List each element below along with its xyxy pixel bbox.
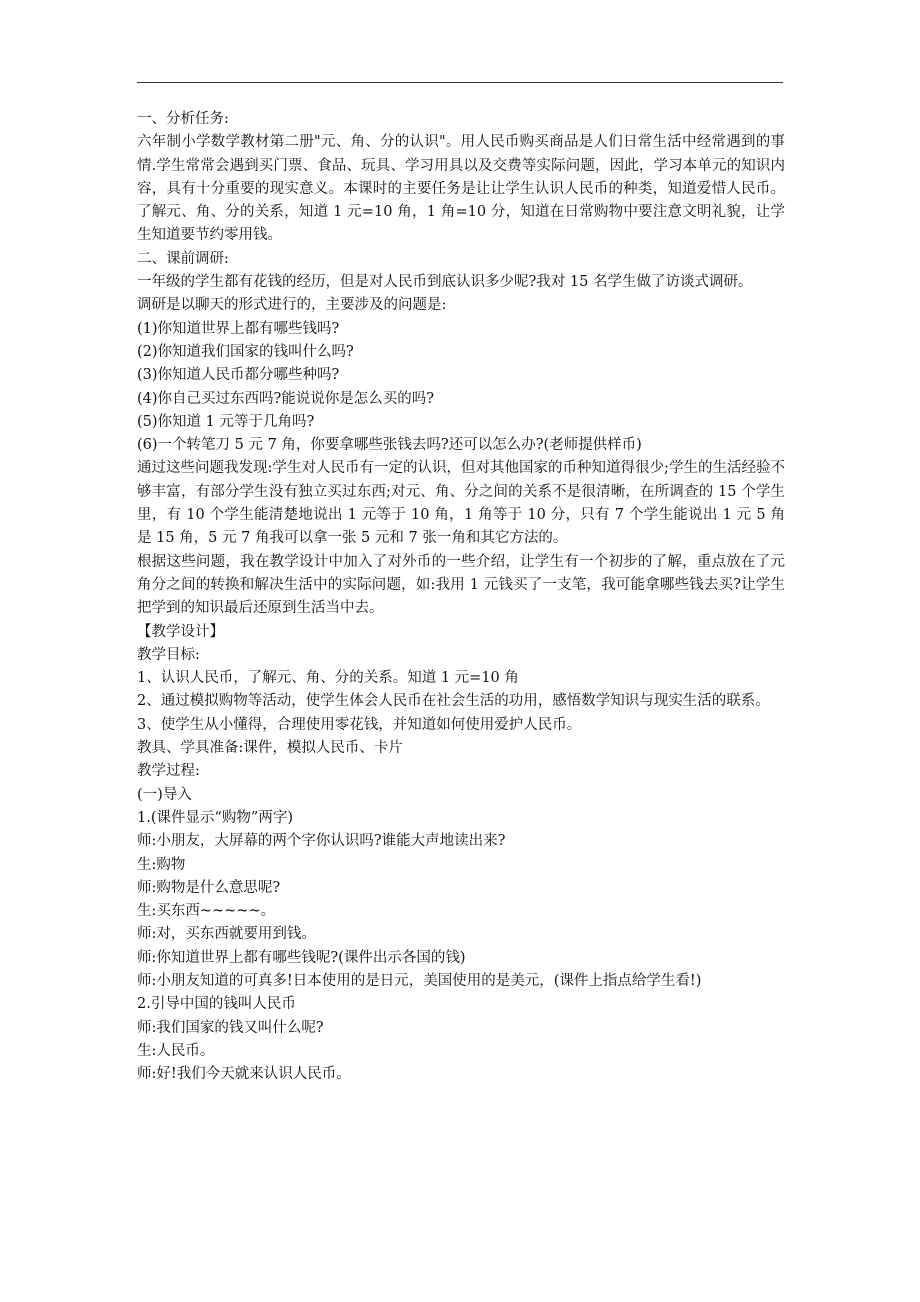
survey-intro-paragraph: 一年级的学生都有花钱的经历，但是对人民币到底认识多少呢?我对 15 名学生做了访谈式调研。 xyxy=(137,274,753,291)
section-heading-analysis: 一、分析任务: xyxy=(137,111,229,127)
dialogue-line: 师:我们国家的钱又叫什么呢? xyxy=(137,1019,324,1036)
goal-item: 1、认识人民币，了解元、角、分的关系。知道 1 元=10 角 xyxy=(137,670,519,687)
dialogue-line: 师:对，买东西就要用到钱。 xyxy=(137,926,316,943)
dialogue-line: 生:买东西~~~~~。 xyxy=(137,903,276,920)
header-rule xyxy=(137,82,783,83)
dialogue-line: 师:好!我们今天就来认识人民币。 xyxy=(137,1066,351,1083)
survey-question: (6)一个转笔刀 5 元 7 角，你要拿哪些张钱去吗?还可以怎么办?(老师提供样币) xyxy=(137,437,642,454)
analysis-paragraph: 六年制小学数学教材第二册"元、角、分的认识"。用人民币购买商品是人们日常生活中经常遇到的事情.学生常常会遇到买门票、食品、玩具、学习用具以及交费等实际问题，因此，学习本单元的知识内容，具有十分重要的现实意义。本课时的主要任务是让让学生认识人民币的种类，知道爱惜人民币。了解元、角、分的关系，知道 1 元=10 角，1 角=10 分，知道在日常购物中要注意文明礼貌，让学生知道要节约零用钱。 xyxy=(137,134,785,244)
dialogue-line: 师:你知道世界上都有哪些钱呢?(课件出示各国的钱) xyxy=(137,949,466,966)
dialogue-line: 生:人民币。 xyxy=(137,1042,215,1059)
materials-line: 教具、学具准备:课件，模拟人民币、卡片 xyxy=(137,740,403,757)
dialogue-line: 师:购物是什么意思呢? xyxy=(137,879,281,896)
findings-paragraph: 通过这些问题我发现:学生对人民币有一定的认识，但对其他国家的币种知道得很少;学生的生活经验不够丰富，有部分学生没有独立买过东西;对元、角、分之间的关系不是很清晰，在所调查的 15 个学生里，有 10 个学生能清楚地说出 1 元等于 10 角，1 角等于 10 分，只有 7 个学生能说出 1 元 5 角是 15 角，5 元 7 角我可以拿一张 5 元和 7 张一角和其它方法的。 xyxy=(137,460,785,547)
process-heading: 教学过程: xyxy=(137,763,200,780)
survey-question: (2)你知道我们国家的钱叫什么吗? xyxy=(137,343,354,360)
goal-item: 2、通过模拟购物等活动，使学生体会人民币在社会生活的功用，感悟数学知识与现实生活的联系。 xyxy=(137,693,770,710)
survey-question: (5)你知道 1 元等于几角吗? xyxy=(137,413,315,430)
survey-question: (4)你自己买过东西吗?能说说你是怎么买的吗? xyxy=(137,390,435,407)
survey-question: (3)你知道人民币都分哪些种吗? xyxy=(137,367,340,384)
design-basis-paragraph: 根据这些问题，我在教学设计中加入了对外币的一些介绍，让学生有一个初步的了解，重点放在了元角分之间的转换和解决生活中的实际问题，如:我用 1 元钱买了一支笔，我可能拿哪些钱去买?让学生把学到的知识最后还原到生活当中去。 xyxy=(137,553,785,617)
survey-lead-line: 调研是以聊天的形式进行的，主要涉及的问题是: xyxy=(137,297,447,314)
goal-item: 3、使学生从小懂得，合理使用零花钱，并知道如何使用爱护人民币。 xyxy=(137,716,582,733)
dialogue-line: 2.引导中国的钱叫人民币 xyxy=(137,996,296,1013)
document-body xyxy=(137,108,785,1086)
goals-heading: 教学目标: xyxy=(137,646,200,663)
dialogue-line: 1.(课件显示“购物”两字) xyxy=(137,809,293,826)
section-heading-design: 【教学设计】 xyxy=(137,623,224,640)
section-heading-survey: 二、课前调研: xyxy=(137,250,229,267)
dialogue-line: 师:小朋友知道的可真多!日本使用的是日元，美国使用的是美元，(课件上指点给学生看!) xyxy=(137,972,702,989)
dialogue-line: 生:购物 xyxy=(137,856,186,873)
dialogue-line: 师:小朋友，大屏幕的两个字你认识吗?谁能大声地读出来? xyxy=(137,833,506,850)
intro-heading: (一)导入 xyxy=(137,786,192,803)
survey-question: (1)你知道世界上都有哪些钱吗? xyxy=(137,320,340,337)
